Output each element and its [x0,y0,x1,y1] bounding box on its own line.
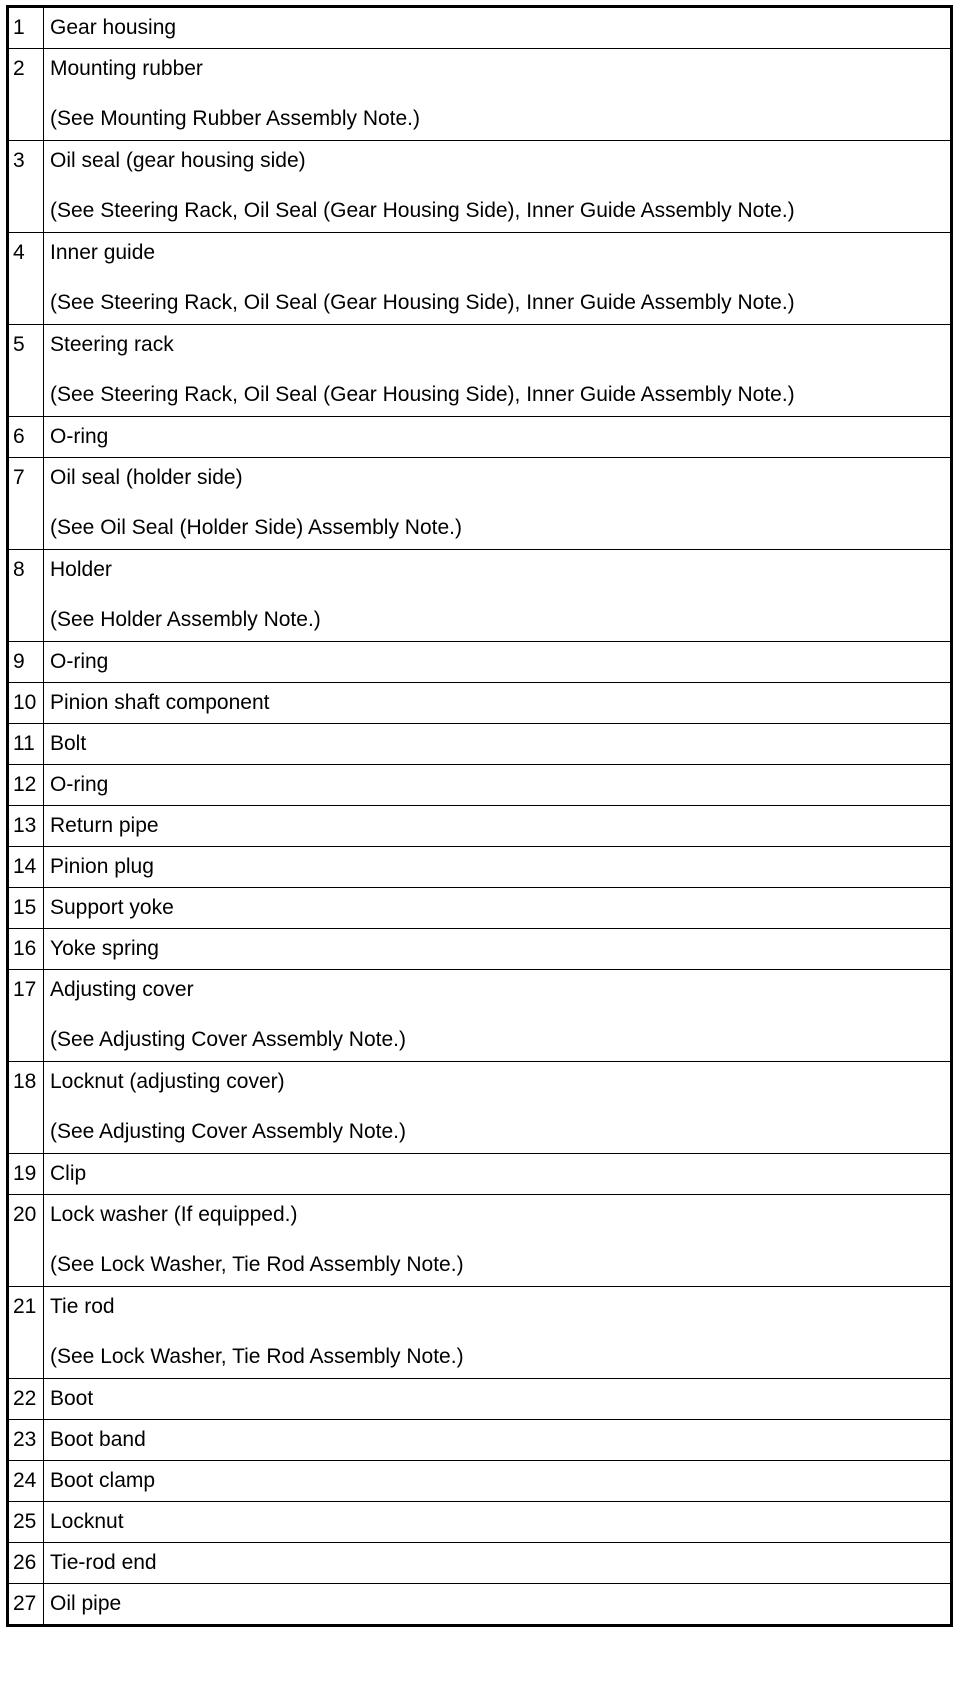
part-description-cell [44,642,952,683]
part-number-cell [8,1420,44,1461]
part-number-cell [8,1461,44,1502]
table-row [8,325,952,417]
part-name: Inner guide [50,241,156,264]
part-name: Pinion shaft component [50,691,270,714]
part-name: O-ring [50,425,109,448]
table-row [8,1195,952,1287]
part-number-cell [8,1154,44,1195]
part-description-cell [44,888,952,929]
part-name: Tie rod [50,1295,115,1318]
table-row [8,888,952,929]
part-number: 5 [13,333,25,356]
table-row [8,1584,952,1626]
table-row [8,683,952,724]
part-description-cell [44,1584,952,1626]
part-name: Boot clamp [50,1469,156,1492]
part-description-cell [44,550,952,642]
part-number-cell [8,49,44,141]
part-number-cell [8,847,44,888]
assembly-note: (See Mounting Rubber Assembly Note.) [50,107,421,130]
part-description-cell [44,417,952,458]
part-number: 18 [13,1070,37,1093]
part-name: Oil seal (holder side) [50,466,243,489]
part-number-cell [8,888,44,929]
parts-table-body [8,7,952,1626]
table-row [8,550,952,642]
part-number: 16 [13,937,37,960]
part-name: Yoke spring [50,937,159,960]
part-name: Boot [50,1387,94,1410]
part-description-cell [44,1543,952,1584]
table-row [8,417,952,458]
part-number: 20 [13,1203,37,1226]
part-number-cell [8,458,44,550]
part-number-cell [8,1584,44,1626]
part-description-cell [44,1379,952,1420]
part-name: O-ring [50,650,109,673]
part-number: 23 [13,1428,37,1451]
part-number: 25 [13,1510,37,1533]
assembly-note: (See Steering Rack, Oil Seal (Gear Housing Side), Inner Guide Assembly Note.) [50,199,795,222]
part-number-cell [8,1287,44,1379]
part-description-cell [44,683,952,724]
part-name: Support yoke [50,896,174,919]
table-row [8,7,952,49]
part-number-cell [8,233,44,325]
part-number-cell [8,1502,44,1543]
part-number: 8 [13,558,25,581]
part-name: Locknut [50,1510,124,1533]
table-row [8,49,952,141]
part-number-cell [8,1195,44,1287]
part-number: 10 [13,691,37,714]
part-name: Holder [50,558,112,581]
assembly-note: (See Adjusting Cover Assembly Note.) [50,1120,406,1143]
part-number-cell [8,970,44,1062]
part-number: 6 [13,425,25,448]
part-number-cell [8,325,44,417]
part-name: Oil seal (gear housing side) [50,149,306,172]
assembly-note: (See Adjusting Cover Assembly Note.) [50,1028,406,1051]
part-name: Clip [50,1162,87,1185]
part-description-cell [44,1062,952,1154]
part-number: 17 [13,978,37,1001]
assembly-note: (See Lock Washer, Tie Rod Assembly Note.) [50,1253,464,1276]
table-row [8,1154,952,1195]
part-number: 14 [13,855,37,878]
part-name: Steering rack [50,333,174,356]
part-description-cell [44,765,952,806]
part-description-cell [44,7,952,49]
part-description-cell [44,970,952,1062]
part-description-cell [44,141,952,233]
part-name: Return pipe [50,814,159,837]
part-description-cell [44,1502,952,1543]
parts-table [6,5,953,1627]
part-name: Bolt [50,732,87,755]
part-number: 1 [13,16,25,39]
part-number: 7 [13,466,25,489]
table-row [8,970,952,1062]
part-number-cell [8,929,44,970]
part-number: 13 [13,814,37,837]
part-number: 2 [13,57,25,80]
part-description-cell [44,325,952,417]
part-description-cell [44,1420,952,1461]
table-row [8,929,952,970]
part-description-cell [44,724,952,765]
table-row [8,141,952,233]
table-row [8,1543,952,1584]
part-number: 11 [13,732,35,755]
part-number-cell [8,765,44,806]
part-description-cell [44,458,952,550]
table-row [8,233,952,325]
table-row [8,1379,952,1420]
part-description-cell [44,806,952,847]
assembly-note: (See Holder Assembly Note.) [50,608,321,631]
table-row [8,1502,952,1543]
part-number: 22 [13,1387,37,1410]
assembly-note: (See Lock Washer, Tie Rod Assembly Note.) [50,1345,464,1368]
part-description-cell [44,1287,952,1379]
part-number-cell [8,141,44,233]
part-number-cell [8,683,44,724]
part-name: Oil pipe [50,1592,122,1615]
part-number-cell [8,417,44,458]
part-name: Locknut (adjusting cover) [50,1070,285,1093]
part-number-cell [8,1062,44,1154]
part-number: 12 [13,773,37,796]
part-number: 9 [13,650,25,673]
part-number: 27 [13,1592,37,1615]
table-row [8,724,952,765]
part-number-cell [8,642,44,683]
table-row [8,806,952,847]
part-name: Tie-rod end [50,1551,157,1574]
part-name: Mounting rubber [50,57,203,80]
part-name: Lock washer (If equipped.) [50,1203,298,1226]
table-row [8,1420,952,1461]
part-number: 15 [13,896,37,919]
part-number-cell [8,724,44,765]
assembly-note: (See Oil Seal (Holder Side) Assembly Note.) [50,516,462,539]
part-name: Adjusting cover [50,978,194,1001]
part-name: Boot band [50,1428,146,1451]
part-number: 26 [13,1551,37,1574]
part-number: 19 [13,1162,37,1185]
part-number-cell [8,550,44,642]
table-row [8,765,952,806]
part-description-cell [44,1461,952,1502]
assembly-note: (See Steering Rack, Oil Seal (Gear Housing Side), Inner Guide Assembly Note.) [50,383,795,406]
part-name: Pinion plug [50,855,154,878]
part-number: 21 [13,1295,37,1318]
part-number: 4 [13,241,25,264]
table-row [8,847,952,888]
part-description-cell [44,847,952,888]
part-number: 3 [13,149,25,172]
table-row [8,1461,952,1502]
part-number-cell [8,1379,44,1420]
part-number: 24 [13,1469,37,1492]
part-number-cell [8,7,44,49]
part-description-cell [44,1154,952,1195]
table-row [8,1287,952,1379]
part-description-cell [44,49,952,141]
part-name: O-ring [50,773,109,796]
table-row [8,642,952,683]
table-row [8,458,952,550]
table-row [8,1062,952,1154]
part-description-cell [44,929,952,970]
part-number-cell [8,806,44,847]
part-description-cell [44,1195,952,1287]
part-name: Gear housing [50,16,177,39]
part-number-cell [8,1543,44,1584]
part-description-cell [44,233,952,325]
assembly-note: (See Steering Rack, Oil Seal (Gear Housing Side), Inner Guide Assembly Note.) [50,291,795,314]
